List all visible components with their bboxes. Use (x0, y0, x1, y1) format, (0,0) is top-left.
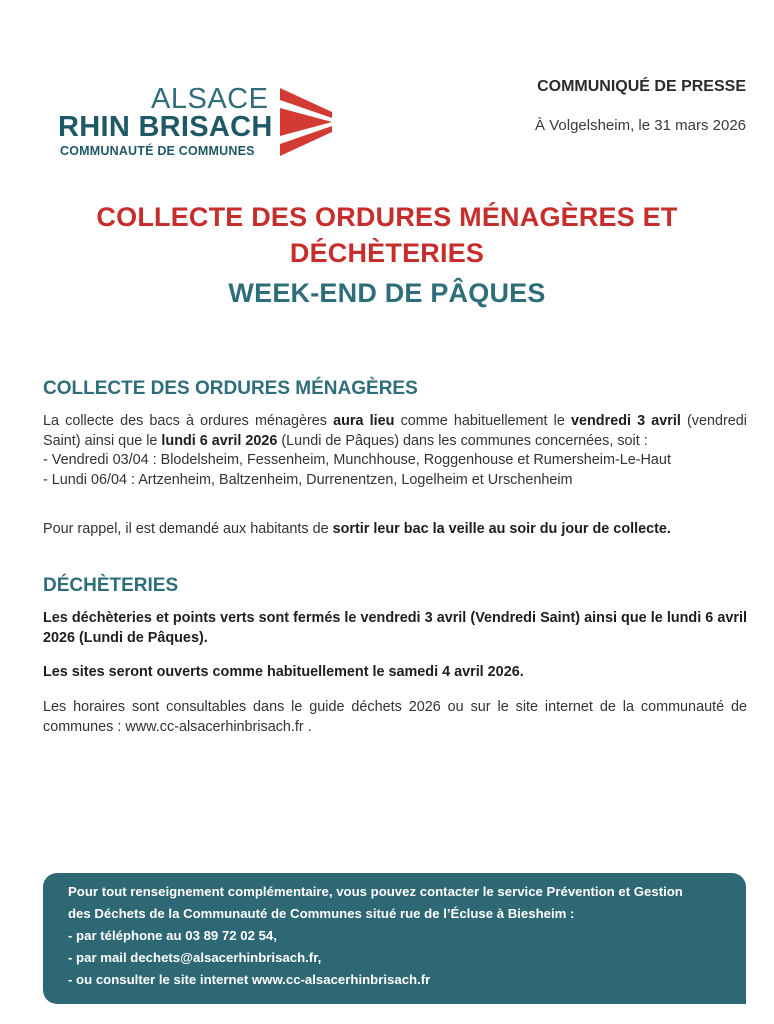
contact-line-1: Pour tout renseignement complémentaire, vous pouvez contacter le service Prévention et Gestion (68, 884, 683, 899)
contact-phone: - par téléphone au 03 89 72 02 54, (68, 928, 277, 943)
title-line-1: COLLECTE DES ORDURES MÉNAGÈRES ET (96, 202, 678, 232)
collecte-reminder: Pour rappel, il est demandé aux habitants de sortir leur bac la veille au soir du jour de collecte. (43, 521, 671, 537)
contact-info-box (43, 873, 746, 1004)
section-collecte-body (43, 412, 747, 490)
press-release-label: COMMUNIQUÉ DE PRESSE (537, 78, 746, 95)
section-heading-decheteries: DÉCHÈTERIES (43, 575, 179, 596)
title-line-2: DÉCHÈTERIES (289, 238, 485, 268)
logo-text-communaute: COMMUNAUTÉ DE COMMUNES (60, 144, 255, 158)
collecte-list-item: - Vendredi 03/04 : Blodelsheim, Fessenheim, Munchhouse, Roggenhouse et Rumersheim-Le-Haut (43, 452, 671, 468)
decheteries-hours-info: Les horaires sont consultables dans le guide déchets 2026 ou sur le site internet de la communauté de communes : www.cc-alsacerhinbrisach.fr . (43, 699, 747, 735)
decheteries-opening-notice: Les sites seront ouverts comme habituellement le samedi 4 avril 2026. (43, 664, 524, 680)
collecte-paragraph: La collecte des bacs à ordures ménagères aura lieu comme habituellement le vendredi 3 avril (vendredi Saint) ainsi que le lundi 6 avril 2026 (Lundi de Pâques) dans les communes concernées, soit : (43, 413, 747, 449)
logo-text-rhin-brisach: RHIN BRISACH (58, 111, 273, 143)
collecte-list-item: - Lundi 06/04 : Artzenheim, Baltzenheim, Durrenentzen, Logelheim et Urschenheim (43, 471, 573, 488)
logo-text-alsace: ALSACE (151, 83, 269, 115)
section-heading-collecte: COLLECTE DES ORDURES MÉNAGÈRES (43, 378, 418, 399)
contact-email: - par mail dechets@alsacerhinbrisach.fr, (68, 950, 322, 965)
press-date-line: À Volgelsheim, le 31 mars 2026 (535, 117, 746, 134)
title-line-3: WEEK-END DE PÂQUES (228, 278, 546, 308)
contact-line-2: des Déchets de la Communauté de Communes situé rue de l’Écluse à Biesheim : (68, 906, 575, 921)
alsace-rhin-brisach-logo (58, 84, 338, 160)
decheteries-closure-notice: Les déchèteries et points verts sont fermés le vendredi 3 avril (Vendredi Saint) ainsi que le lundi 6 avril 2026 (Lundi de Pâques). (43, 610, 747, 646)
contact-website: - ou consulter le site internet www.cc-alsacerhinbrisach.fr (68, 972, 431, 987)
logo-chevron-icon (280, 88, 336, 156)
